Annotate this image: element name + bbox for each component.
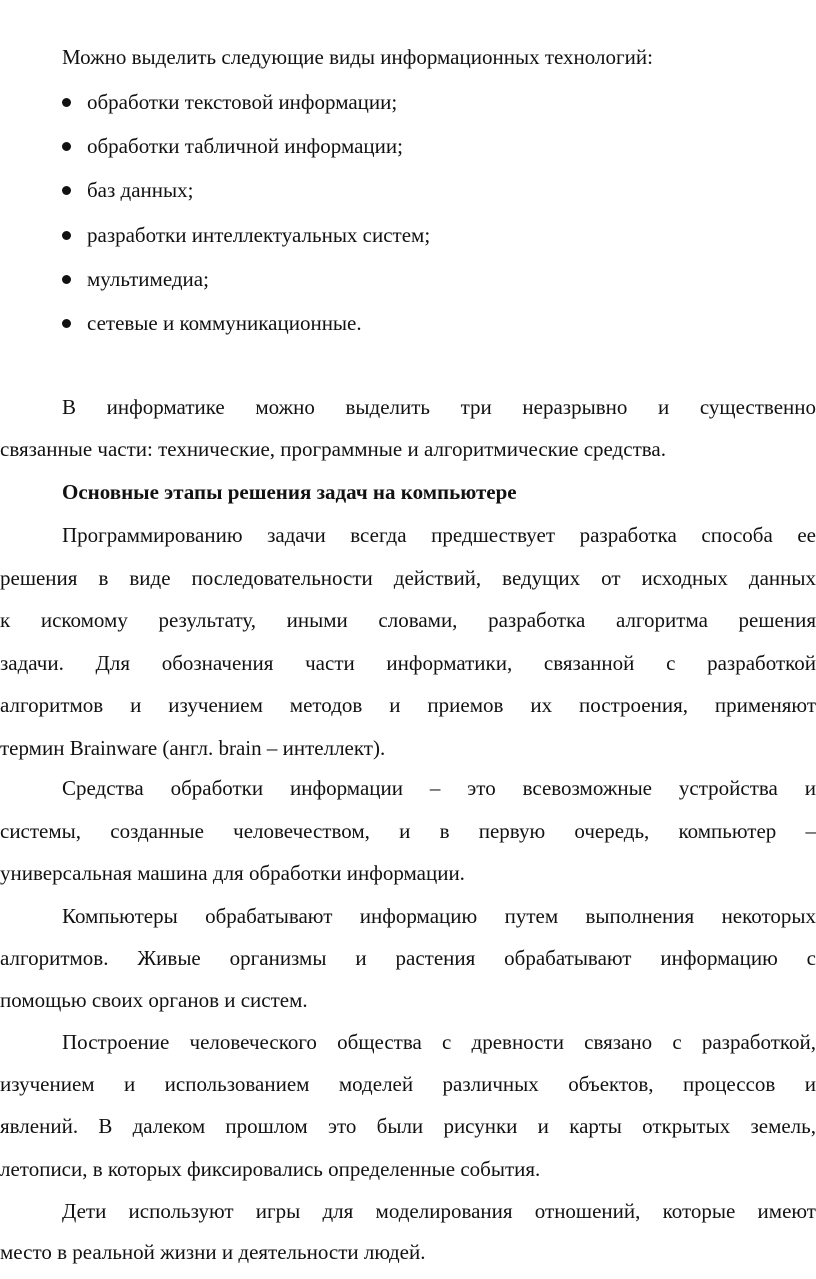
list-item-text: сетевые и коммуникационные. bbox=[87, 311, 362, 335]
bullet-icon bbox=[62, 275, 71, 284]
paragraph-line: Программированию задачи всегда предшествует разработка способа ее bbox=[62, 523, 816, 547]
list-item-text: баз данных; bbox=[87, 178, 194, 202]
list-item-text: обработки текстовой информации; bbox=[87, 90, 398, 114]
paragraph-line: задачи. Для обозначения части информатики, связанной с разработкой bbox=[0, 651, 816, 675]
paragraph-line: термин Brainware (англ. brain – интеллект). bbox=[0, 736, 386, 760]
paragraph-line: изучением и использованием моделей различных объектов, процессов и bbox=[0, 1072, 816, 1096]
paragraph-line: Дети используют игры для моделирования отношений, которые имеют bbox=[62, 1199, 816, 1223]
paragraph-line: Компьютеры обрабатывают информацию путем выполнения некоторых bbox=[62, 904, 816, 928]
intro-line: Можно выделить следующие виды информационных технологий: bbox=[62, 45, 653, 69]
bullet-icon bbox=[62, 186, 71, 195]
section-heading: Основные этапы решения задач на компьютере bbox=[62, 480, 517, 504]
paragraph-line: универсальная машина для обработки информации. bbox=[0, 861, 465, 885]
paragraph-line: летописи, в которых фиксировались определенные события. bbox=[0, 1157, 541, 1181]
paragraph-line: Построение человеческого общества с древности связано с разработкой, bbox=[62, 1030, 816, 1054]
paragraph-line: помощью своих органов и систем. bbox=[0, 988, 308, 1012]
paragraph-line: алгоритмов. Живые организмы и растения обрабатывают информацию с bbox=[0, 946, 816, 970]
bullet-icon bbox=[62, 231, 71, 240]
paragraph-line: к искомому результату, иными словами, разработка алгоритма решения bbox=[0, 608, 816, 632]
list-item-text: обработки табличной информации; bbox=[87, 134, 403, 158]
bullet-icon bbox=[62, 142, 71, 151]
bullet-icon bbox=[62, 98, 71, 107]
paragraph-line: связанные части: технические, программные и алгоритмические средства. bbox=[0, 437, 666, 461]
paragraph-line: место в реальной жизни и деятельности людей. bbox=[0, 1240, 426, 1264]
paragraph-line: В информатике можно выделить три неразрывно и существенно bbox=[62, 395, 816, 419]
paragraph-line: Средства обработки информации – это всевозможные устройства и bbox=[62, 776, 816, 800]
paragraph-line: системы, созданные человечеством, и в первую очередь, компьютер – bbox=[0, 819, 816, 843]
paragraph-line: алгоритмов и изучением методов и приемов их построения, применяют bbox=[0, 693, 816, 717]
paragraph-line: явлений. В далеком прошлом это были рисунки и карты открытых земель, bbox=[0, 1114, 816, 1138]
list-item-text: разработки интеллектуальных систем; bbox=[87, 223, 431, 247]
paragraph-line: решения в виде последовательности действий, ведущих от исходных данных bbox=[0, 566, 816, 590]
list-item-text: мультимедиа; bbox=[87, 267, 209, 291]
bullet-icon bbox=[62, 319, 71, 328]
